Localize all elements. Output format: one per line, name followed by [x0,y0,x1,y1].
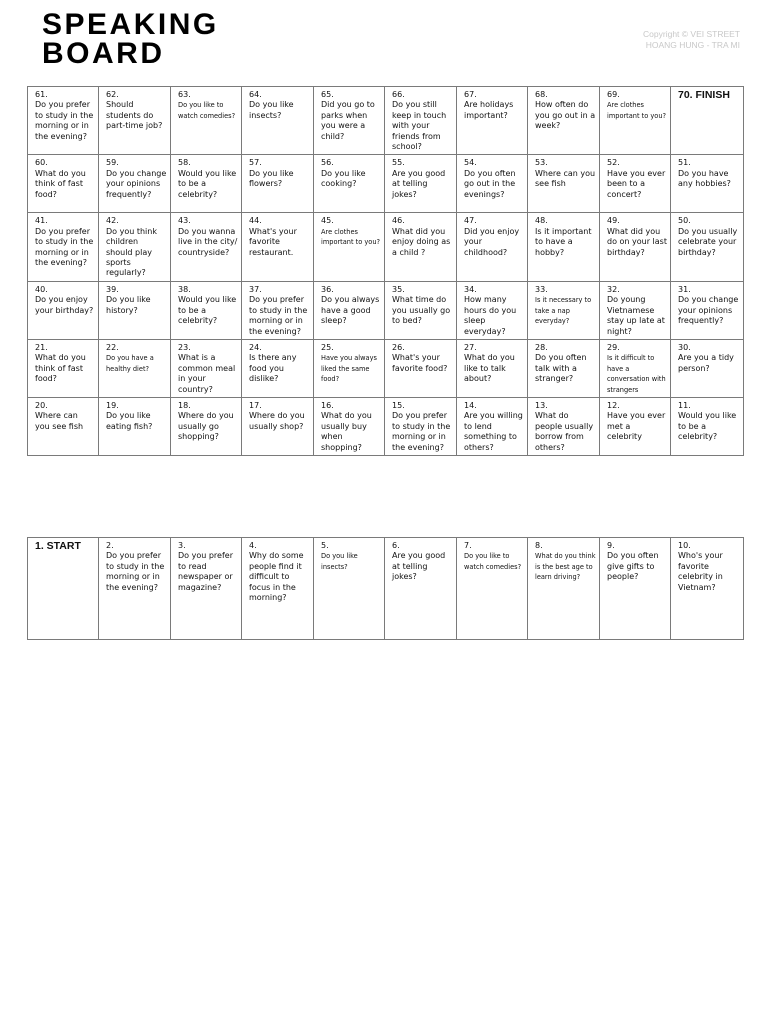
cell-question: Do you like to watch comedies? [464,552,522,571]
cell-question: Are clothes important to you? [321,227,381,247]
cell-question: What did you enjoy doing as a child ? [392,226,451,257]
board-cell [99,87,171,155]
board-cell [171,397,242,455]
board-cell [28,213,99,281]
board-cell [99,339,171,397]
board-cell [528,339,600,397]
board-cell [457,538,528,640]
copyright-notice [643,29,740,51]
cell-number: 7. [464,541,472,550]
board-row [28,87,744,155]
board-cell [314,339,385,397]
cell-number: 60. [35,158,48,168]
cell-number: 29. [607,342,620,352]
cell-number: 33. [535,284,548,294]
board-cell [600,213,671,281]
cell-label: 1. START [35,540,81,552]
board-cell [457,87,528,155]
cell-question: Why do some people find it difficult to focus in the morning? [249,551,304,603]
cell-number: 42. [106,216,119,226]
cell-question: Do you often talk with a stranger? [535,353,587,384]
board-cell [99,213,171,281]
cell-number: 9. [607,541,615,550]
cell-number: 63. [178,90,191,99]
board-cell [385,281,457,339]
cell-number: 59. [106,158,119,168]
board-cell [600,87,671,155]
cell-number: 35. [392,284,405,294]
board-cell-special [28,538,99,640]
cell-number: 49. [607,216,620,226]
cell-number: 23. [178,342,191,352]
cell-question: Do you think children should play sports regularly? [106,226,157,278]
cell-number: 53. [535,158,548,168]
title-line-2: BOARD [42,37,165,70]
cell-number: 58. [178,158,191,168]
cell-number: 15. [392,400,405,410]
board-row [28,397,744,455]
cell-question: Do you have a healthy diet? [106,354,154,373]
cell-number: 27. [464,342,477,352]
cell-question: Do you change your opinions frequently? [678,295,739,326]
board-cell [671,397,744,455]
board-cell [385,339,457,397]
board-cell [528,538,600,640]
cell-question: Are you willing to lend something to others? [464,411,523,452]
board-cell [242,397,314,455]
cell-question: Do young Vietnamese stay up late at night? [607,295,665,336]
board-cell [457,339,528,397]
cell-question: Do you prefer to study in the morning or in the evening? [392,411,451,452]
cell-question: What time do you usually go to bed? [392,295,451,326]
cell-question: Would you like to be a celebrity? [678,411,737,442]
board-cell [600,538,671,640]
cell-number: 14. [464,400,477,410]
board-cell [671,538,744,640]
cell-question: Did you go to parks when you were a child? [321,100,375,141]
cell-question: Do you prefer to study in the morning or in the evening? [106,551,165,592]
board-cell [314,281,385,339]
cell-question: Do you like to watch comedies? [178,101,236,120]
cell-number: 57. [249,158,262,168]
cell-number: 46. [392,216,405,226]
cell-question: What do you usually buy when shopping? [321,411,372,452]
cell-question: Do you prefer to read newspaper or magazine? [178,551,233,592]
cell-question: Do you always have a good sleep? [321,295,380,326]
cell-question: What do you think is the best age to learn driving? [535,552,596,582]
cell-number: 30. [678,342,691,352]
cell-question: How often do you go out in a week? [535,100,596,131]
cell-number: 51. [678,158,691,168]
cell-number: 11. [678,400,691,410]
board-cell [171,155,242,213]
board-cell [242,339,314,397]
cell-question: Where do you usually go shopping? [178,411,234,442]
cell-number: 3. [178,541,186,550]
cell-number: 37. [249,284,262,294]
cell-question: What do you think of fast food? [35,168,86,199]
cell-question: Have you ever been to a concert? [607,168,666,199]
cell-question: Is there any food you dislike? [249,353,297,384]
cell-number: 25. [321,342,334,352]
board-cell [314,213,385,281]
board-cell [528,87,600,155]
cell-question: Do you prefer to study in the morning or in the evening? [35,226,94,268]
cell-question: Do you still keep in touch with your friends from school? [392,100,447,152]
cell-question: How many hours do you sleep everyday? [464,295,517,336]
cell-question: Do you often give gifts to people? [607,551,659,582]
cell-question: Are you a tidy person? [678,353,734,373]
board-cell [600,281,671,339]
board-cell [28,281,99,339]
board-cell [242,538,314,640]
cell-question: Is it difficult to have a conversation with strangers [607,354,666,394]
board-cell [314,87,385,155]
cell-number: 48. [535,216,548,226]
cell-number: 40. [35,284,48,294]
cell-question: Do you change your opinions frequently? [106,168,167,199]
cell-number: 36. [321,284,334,294]
board-grid-top [27,86,744,456]
board-cell [28,339,99,397]
cell-number: 41. [35,216,48,226]
cell-question: What do people usually borrow from others? [535,411,594,452]
board-cell [457,397,528,455]
board-cell [171,87,242,155]
cell-number: 69. [607,90,620,99]
board-row [28,339,744,397]
board-cell [600,397,671,455]
cell-question: Do you like history? [106,295,151,315]
cell-question: Are clothes important to you? [607,101,667,120]
cell-number: 68. [535,90,548,99]
cell-number: 44. [249,216,262,226]
board-cell [314,155,385,213]
board-cell [457,213,528,281]
cell-question: Do you like cooking? [321,168,366,189]
cell-question: Do you enjoy your birthday? [35,295,94,315]
cell-number: 52. [607,158,620,168]
board-cell [171,281,242,339]
cell-question: Do you like flowers? [249,168,294,189]
board-cell [99,538,171,640]
board-cell [314,538,385,640]
board-cell [600,155,671,213]
cell-question: Who's your favorite celebrity in Vietnam? [678,551,723,592]
cell-number: 19. [106,400,119,410]
cell-number: 55. [392,158,405,168]
cell-number: 50. [678,216,691,226]
cell-number: 8. [535,541,543,550]
cell-number: 32. [607,284,620,294]
cell-question: What is a common meal in your country? [178,353,236,394]
cell-question: Do you prefer to study in the morning or in the evening? [249,295,308,336]
cell-number: 6. [392,541,400,550]
board-cell [171,339,242,397]
cell-number: 39. [106,284,119,294]
cell-question: Are you good at telling jokes? [392,168,446,199]
cell-question: Where can you see fish [535,168,596,189]
board-cell [528,213,600,281]
page-title [42,10,219,68]
board-cell [28,155,99,213]
board-cell [385,87,457,155]
board-cell [528,281,600,339]
cell-number: 38. [178,284,191,294]
cell-question: What's your favorite food? [392,353,448,373]
board-cell [600,339,671,397]
cell-label: 70. FINISH [678,89,730,101]
cell-question: Are holidays important? [464,100,514,120]
cell-number: 66. [392,90,405,99]
board-cell [671,213,744,281]
cell-question: Do you usually celebrate your birthday? [678,226,738,257]
board-cell [171,538,242,640]
cell-number: 61. [35,90,48,99]
cell-number: 22. [106,342,119,352]
cell-number: 12. [607,400,620,410]
board-cell [242,281,314,339]
cell-question: Is it necessary to take a nap everyday? [535,296,592,326]
board-cell [385,397,457,455]
cell-number: 2. [106,541,114,550]
board-cell [457,155,528,213]
cell-number: 43. [178,216,191,226]
cell-question: Do you wanna live in the city/ countryside? [178,226,238,257]
board-grid-bottom [27,537,744,640]
board-row [28,538,744,640]
cell-number: 34. [464,284,477,294]
cell-question: Would you like to be a celebrity? [178,295,237,326]
board-cell [385,155,457,213]
board-cell [242,213,314,281]
cell-number: 65. [321,90,334,99]
title-line-1: SPEAKING [42,8,219,41]
cell-question: What did you do on your last birthday? [607,226,667,257]
board-cell [314,397,385,455]
board-cell [385,538,457,640]
board-cell [528,397,600,455]
board-row [28,155,744,213]
cell-number: 20. [35,400,48,410]
board-cell [28,87,99,155]
cell-number: 18. [178,400,191,410]
copyright-line-1: Copyright © VEI STREET [643,29,740,39]
cell-number: 45. [321,216,334,226]
cell-question: Is it important to have a hobby? [535,226,592,257]
board-cell [671,155,744,213]
cell-question: Where can you see fish [35,411,84,431]
cell-question: Do you prefer to study in the morning or in the evening? [35,100,94,141]
board-cell [99,155,171,213]
board-cell [671,339,744,397]
cell-question: Where do you usually shop? [249,411,305,431]
cell-number: 21. [35,342,48,352]
cell-number: 10. [678,541,691,550]
board-cell [671,281,744,339]
cell-number: 62. [106,90,119,99]
board-cell [457,281,528,339]
board-row [28,281,744,339]
cell-question: Have you always liked the same food? [321,354,377,384]
cell-number: 26. [392,342,405,352]
cell-question: Have you ever met a celebrity [607,411,666,442]
cell-number: 13. [535,400,548,410]
cell-number: 16. [321,400,334,410]
cell-question: Do you like eating fish? [106,411,153,431]
cell-question: What do you like to talk about? [464,353,515,384]
cell-question: What's your favorite restaurant. [249,226,297,257]
copyright-line-2: HOANG HUNG - TRA MI [645,40,740,50]
cell-number: 31. [678,284,691,294]
board-cell [528,155,600,213]
board-cell [99,281,171,339]
cell-number: 5. [321,541,329,550]
board-cell [242,155,314,213]
board-cell [28,397,99,455]
board-cell [171,213,242,281]
board-cell [242,87,314,155]
cell-question: Do you have any hobbies? [678,168,731,189]
cell-number: 64. [249,90,262,99]
board-cell-special [671,87,744,155]
cell-question: Are you good at telling jokes? [392,551,446,582]
cell-question: What do you think of fast food? [35,353,86,384]
cell-number: 54. [464,158,477,168]
cell-number: 47. [464,216,477,226]
cell-question: Should students do part-time job? [106,100,163,131]
cell-number: 28. [535,342,548,352]
cell-question: Would you like to be a celebrity? [178,168,237,199]
cell-number: 56. [321,158,334,168]
cell-number: 17. [249,400,262,410]
cell-number: 4. [249,541,257,550]
cell-question: Do you often go out in the evenings? [464,168,516,199]
board-row [28,213,744,281]
cell-question: Did you enjoy your childhood? [464,226,520,257]
board-cell [99,397,171,455]
cell-number: 24. [249,342,262,352]
cell-question: Do you like insects? [249,100,294,120]
board-cell [385,213,457,281]
cell-number: 67. [464,90,477,99]
cell-question: Do you like insects? [321,552,358,571]
